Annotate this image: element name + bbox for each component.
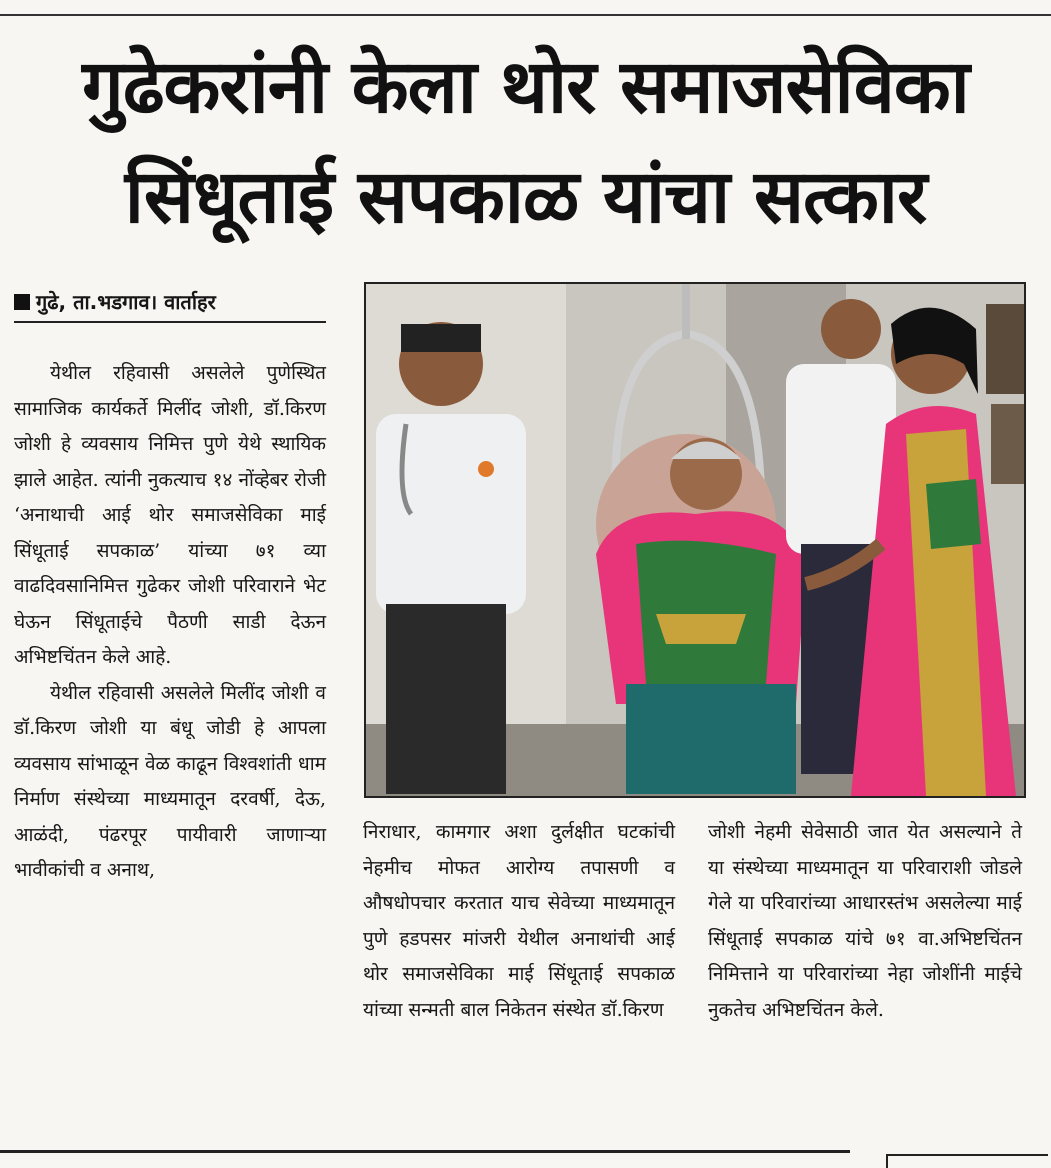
photo-illustration — [366, 284, 1024, 796]
headline-line-2: सिंधूताई सपकाळ यांचा सत्कार — [124, 154, 927, 240]
headline-line-1: गुढेकरांनी केला थोर समाजसेविका — [82, 44, 969, 130]
article-column-1 — [14, 356, 326, 889]
top-rule — [0, 0, 1051, 16]
bottom-corner-box — [886, 1154, 1048, 1168]
news-photo — [364, 282, 1026, 798]
article-column-2: निराधार, कामगार अशा दुर्लक्षीत घटकांची नेहमीच मोफत आरोग्य तपासणी व औषधोपचार करतात याच सेवेच्या माध्यमातून पुणे हडपसर मांजरी येथील अनाथांची आई थोर समाजसेविका माई सिंधूताई सपकाळ यांच्या सन्मती बाल निकेतन संस्थेत डॉ.किरण — [363, 821, 675, 1021]
article-column-3: जोशी नेहमी सेवेसाठी जात येत असल्याने ते या संस्थेच्या माध्यमातून या परिवाराशी जोडले गेले या परिवारांच्या आधारस्तंभ असलेल्या माई सिंधूताई सपकाळ यांचे ७१ वा.अभिष्टचिंतन निमित्ताने या परिवारांच्या नेहा जोशींनी माईचे नुकतेच अभिष्टचिंतन केले. — [708, 821, 1022, 1021]
paragraph-2: येथील रहिवासी असलेले मिलींद जोशी व डॉ.किरण जोशी या बंधू जोडी हे आपला व्यवसाय सांभाळून वेळ काढून विश्वशांती धाम निर्माण संस्थेच्या माध्यमातून दरवर्षी, देऊ, आळंदी, पंढरपूर पायीवारी जाणाऱ्या भावीकांची व अनाथ, — [14, 681, 326, 881]
square-bullet-icon — [14, 294, 30, 310]
paragraph-1: येथील रहिवासी असलेले पुणेस्थित सामाजिक कार्यकर्ते मिलींद जोशी, डॉ.किरण जोशी हे व्यवसाय निमित्त पुणे येथे स्थायिक झाले आहेत. त्यांनी नुकत्याच १४ नोंव्हेबर रोजी ‘अनाथाची आई थोर समाजसेविका माई सिंधूताई सपकाळ’ यांच्या ७१ व्या वाढदिवसानिमित्त गुढेकर जोशी परिवाराने भेट घेऊन सिंधूताईचे पैठणी साडी देऊन अभिष्टचिंतन केले आहे. — [14, 362, 326, 668]
dateline — [14, 288, 326, 323]
dateline-text: गुढे, ता.भडगाव। वार्ताहर — [36, 290, 216, 314]
bottom-rule — [0, 1150, 850, 1153]
